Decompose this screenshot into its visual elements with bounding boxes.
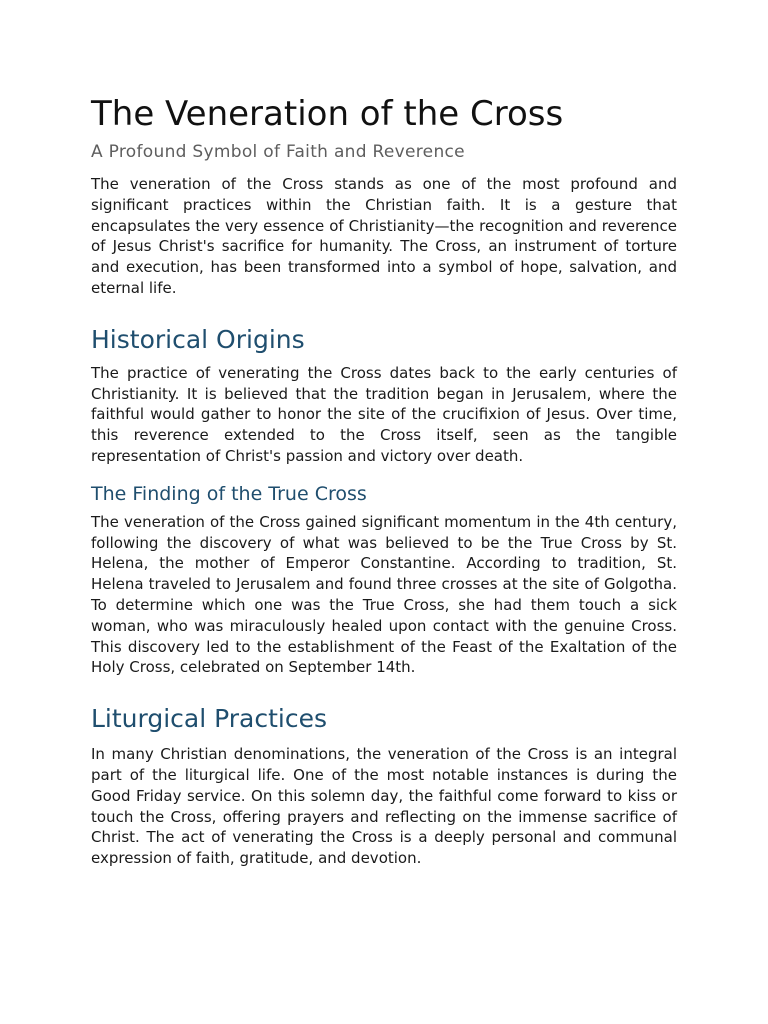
section-paragraph-liturgical-practices: In many Christian denominations, the veneration of the Cross is an integral part of the liturgical life. One of the most notable instances is during the Good Friday service. On this solemn day, the faithful come forward to kiss or touch the Cross, offering prayers and reflecting on the immense sacrifice of Christ. The act of venerating the Cross is a deeply personal and communal expression of faith, gratitude, and devotion. [91,745,677,868]
subsection-paragraph-true-cross: The veneration of the Cross gained significant momentum in the 4th century, following the discovery of what was believed to be the True Cross by St. Helena, the mother of Emperor Constantine. According to tradition, St. Helena traveled to Jerusalem and found three crosses at the site of Golgotha. To determine which one was the True Cross, she had them touch a sick woman, who was miraculously healed upon contact with the genuine Cross. This discovery led to the establishment of the Feast of the Exaltation of the Holy Cross, celebrated on September 14th. [91,512,677,677]
section-paragraph-historical-origins: The practice of venerating the Cross dates back to the early centuries of Christianity. It is believed that the tradition began in Jerusalem, where the faithful would gather to honor the site of the crucifixion of Jesus. Over time, this reverence extended to the Cross itself, seen as the tangible representation of Christ's passion and victory over death. [91,363,677,465]
page-subtitle: A Profound Symbol of Faith and Reverence [91,142,465,162]
section-heading-historical-origins: Historical Origins [91,324,305,354]
page-title: The Veneration of the Cross [91,94,564,134]
section-heading-liturgical-practices: Liturgical Practices [91,704,328,734]
intro-paragraph: The veneration of the Cross stands as one of the most profound and significant practices within the Christian faith. It is a gesture that encapsulates the very essence of Christianity—the recognition and reverence of Jesus Christ's sacrifice for humanity. The Cross, an instrument of torture and execution, has been transformed into a symbol of hope, salvation, and eternal life. [91,175,677,297]
subsection-heading-true-cross: The Finding of the True Cross [91,482,367,505]
